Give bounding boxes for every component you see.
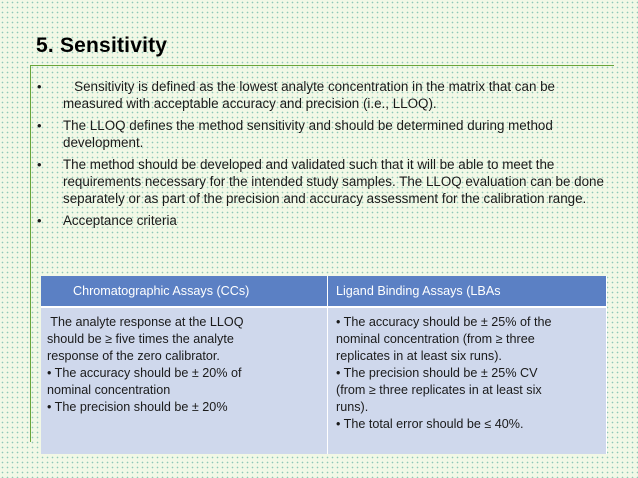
cell-text-line: The analyte response at the LLOQ bbox=[47, 315, 244, 329]
cell-text-line: (from ≥ three replicates in at least six bbox=[336, 383, 542, 397]
bullet-item bbox=[30, 156, 614, 207]
cell-text-line: • The total error should be ≤ 40%. bbox=[336, 417, 524, 431]
page-title: 5. Sensitivity bbox=[36, 34, 168, 57]
bullet-text-line: calibration range. bbox=[483, 191, 587, 206]
bullet-item bbox=[30, 212, 614, 229]
bullet-list bbox=[30, 78, 614, 234]
bullet-marker: • bbox=[37, 79, 42, 94]
cell-text-line: replicates in at least six runs). bbox=[336, 349, 502, 363]
bullet-marker: • bbox=[37, 157, 42, 172]
table-row bbox=[41, 308, 607, 454]
cell-text-line: • The precision should be ± 20% bbox=[47, 400, 228, 414]
column-header-chromatographic: Chromatographic Assays (CCs) bbox=[41, 276, 328, 308]
table-cell-ligand-binding bbox=[328, 308, 607, 454]
bullet-text-line: The LLOQ defines the method sensitivity and should be determined during bbox=[63, 118, 505, 133]
bullet-item bbox=[30, 117, 614, 151]
acceptance-criteria-table bbox=[41, 276, 607, 454]
cell-text-line: • The precision should be ± 25% CV bbox=[336, 366, 538, 380]
column-header-ligand-binding: Ligand Binding Assays (LBAs bbox=[328, 276, 607, 308]
bullet-text-line: can be done separately or as part of the precision and accuracy assessment for the bbox=[63, 174, 604, 206]
table-header-row bbox=[41, 276, 607, 308]
bullet-text-line: Acceptance criteria bbox=[63, 213, 177, 228]
cell-text-line: • The accuracy should be ± 25% of the bbox=[336, 315, 552, 329]
bullet-text-line: The method should be developed and validated such that it will be able to meet bbox=[63, 157, 532, 172]
bullet-text-line: measured with acceptable accuracy and precision (i.e., LLOQ). bbox=[63, 96, 437, 111]
bullet-text-line: the requirements necessary for the intended study samples. The LLOQ evaluation bbox=[63, 157, 555, 189]
bullet-text-line: Sensitivity is defined as the lowest analyte concentration in the matrix that can be bbox=[63, 79, 556, 94]
cell-text-line: runs). bbox=[336, 400, 369, 414]
bullet-text-line: method development. bbox=[63, 118, 553, 150]
title-divider bbox=[30, 65, 614, 66]
cell-text-line: should be ≥ five times the analyte bbox=[47, 332, 234, 346]
bullet-marker: • bbox=[37, 213, 42, 228]
cell-text-line: • The accuracy should be ± 20% of bbox=[47, 366, 242, 380]
cell-text-line: nominal concentration bbox=[47, 383, 171, 397]
bullet-item bbox=[30, 78, 614, 112]
cell-text-line: response of the zero calibrator. bbox=[47, 349, 220, 363]
cell-text-line: nominal concentration (from ≥ three bbox=[336, 332, 535, 346]
bullet-marker: • bbox=[37, 118, 42, 133]
table-cell-chromatographic bbox=[41, 308, 328, 454]
